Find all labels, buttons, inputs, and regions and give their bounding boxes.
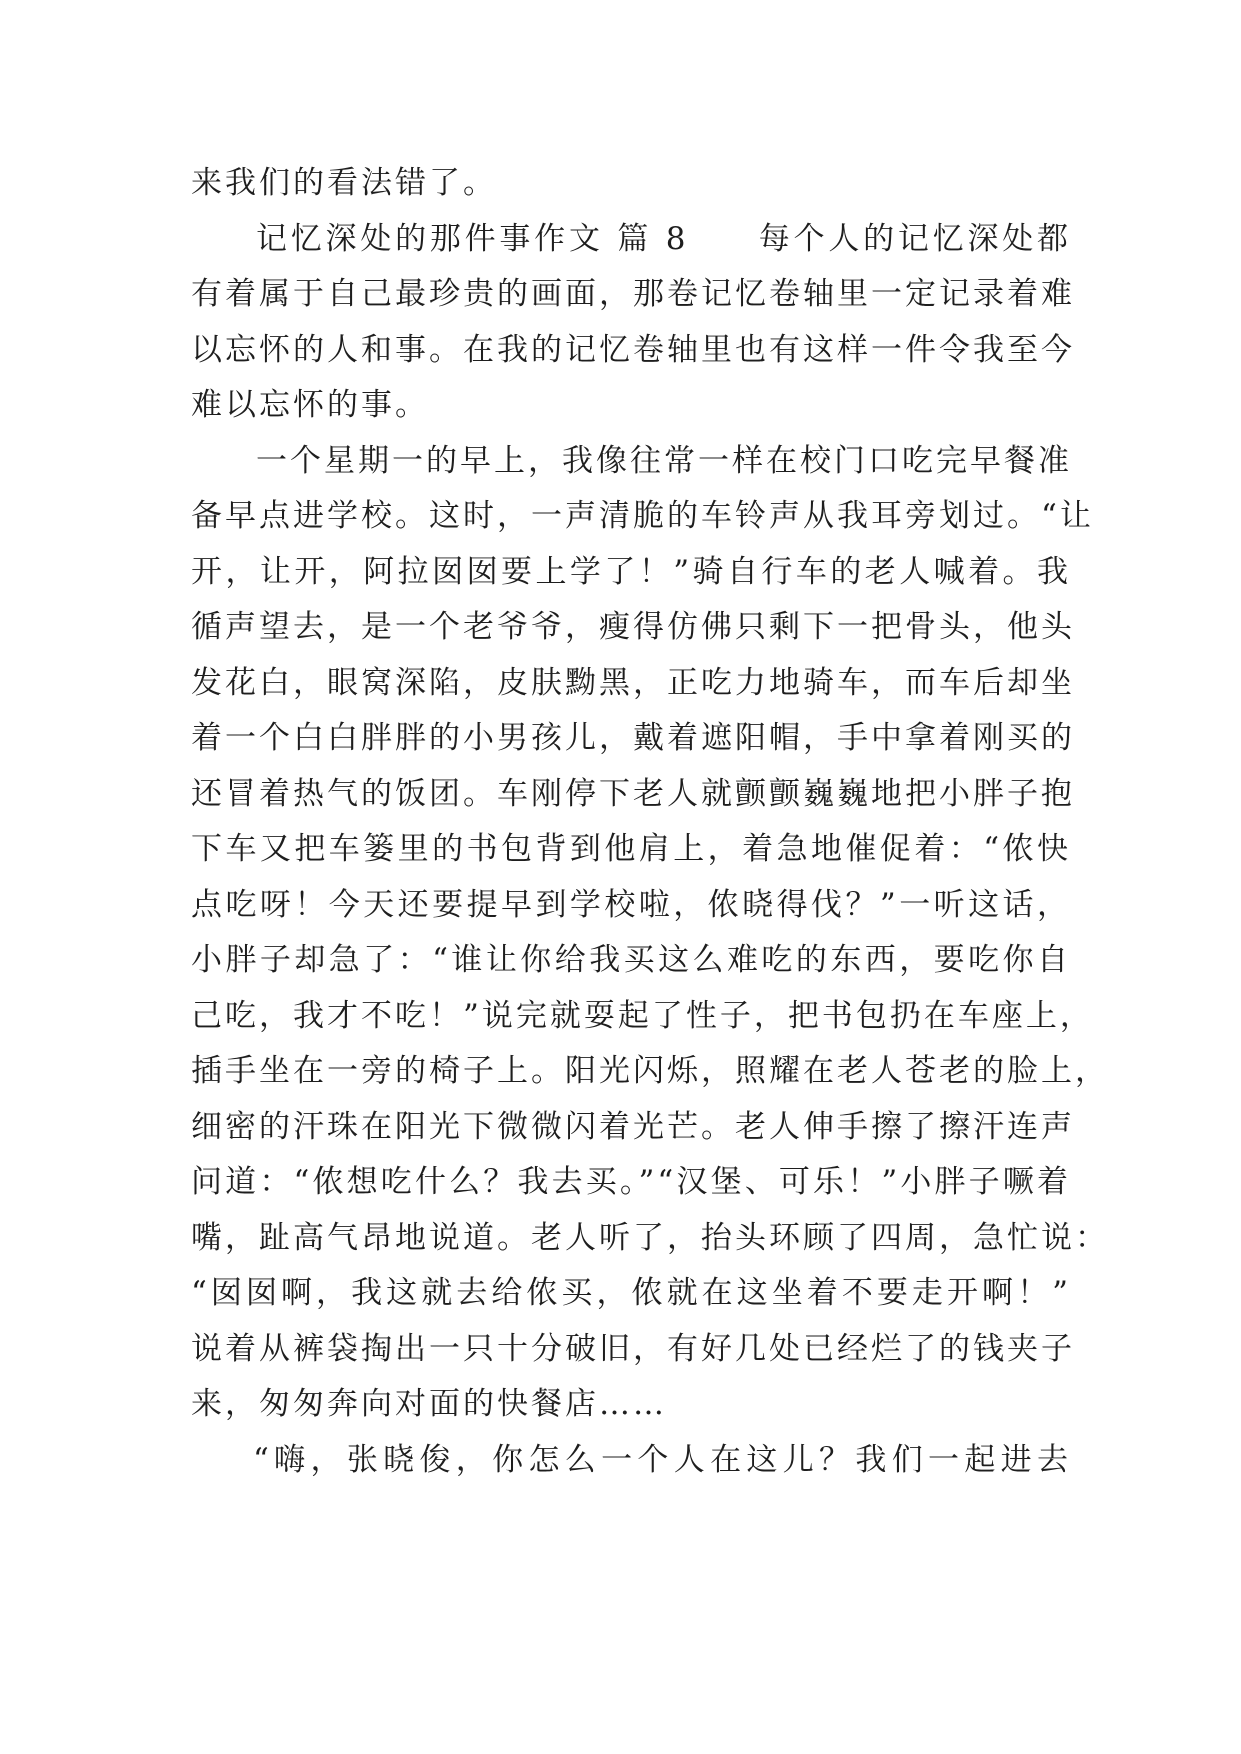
text-line: 来我们的看法错了。 xyxy=(191,165,497,201)
text-line: 下车又把车篓里的书包背到他肩上，着急地催促着：“侬快 xyxy=(191,831,1071,867)
text-line: 说着从裤袋掏出一只十分破旧，有好几处已经烂了的钱夹子 xyxy=(191,1330,1075,1367)
text-line: 还冒着热气的饭团。车刚停下老人就颤颤巍巍地把小胖子抱 xyxy=(191,775,1075,812)
text-line: 细密的汗珠在阳光下微微闪着光芒。老人伸手擦了擦汗连声 xyxy=(191,1108,1075,1145)
paragraph-start-line: “嗨，张晓俊，你怎么一个人在这儿？我们一起进去 xyxy=(253,1441,1071,1478)
text-line: 难以忘怀的事。 xyxy=(191,387,429,423)
text-line: 嘴，趾高气昂地说道。老人听了，抬头环顾了四周，急忙说： xyxy=(191,1219,1109,1256)
text-line: 有着属于自己最珍贵的画面，那卷记忆卷轴里一定记录着难 xyxy=(191,276,1075,312)
text-line: 来，匆匆奔向对面的快餐店…… xyxy=(191,1386,667,1422)
essay-heading-line: 记忆深处的那件事作文 篇 8 每个人的记忆深处都 xyxy=(256,220,1071,257)
text-line: 备早点进学校。这时，一声清脆的车铃声从我耳旁划过。“让 xyxy=(191,498,1094,534)
text-line: 点吃呀！今天还要提早到学校啦，侬晓得伐？”一听这话， xyxy=(191,886,1071,923)
text-line: 发花白，眼窝深陷，皮肤黝黑，正吃力地骑车，而车后却坐 xyxy=(191,664,1075,701)
essay-body xyxy=(191,156,1109,1488)
text-line: 以忘怀的人和事。在我的记忆卷轴里也有这样一件令我至今 xyxy=(191,331,1075,368)
text-line: “囡囡啊，我这就去给侬买，侬就在这坐着不要走开啊！” xyxy=(191,1275,1071,1311)
text-line: 问道：“侬想吃什么？我去买。”“汉堡、可乐！”小胖子噘着 xyxy=(191,1164,1071,1200)
text-line: 着一个白白胖胖的小男孩儿，戴着遮阳帽，手中拿着刚买的 xyxy=(191,720,1075,756)
text-line: 插手坐在一旁的椅子上。阳光闪烁，照耀在老人苍老的脸上， xyxy=(191,1053,1109,1089)
paragraph-start-line: 一个星期一的早上，我像往常一样在校门口吃完早餐准 xyxy=(256,442,1072,479)
text-line: 小胖子却急了：“谁让你给我买这么难吃的东西，要吃你自 xyxy=(191,942,1071,978)
text-line: 己吃，我才不吃！”说完就耍起了性子，把书包扔在车座上， xyxy=(191,997,1094,1034)
text-line: 开，让开，阿拉囡囡要上学了！”骑自行车的老人喊着。我 xyxy=(191,553,1071,590)
text-line: 循声望去，是一个老爷爷，瘦得仿佛只剩下一把骨头，他头 xyxy=(191,609,1075,645)
